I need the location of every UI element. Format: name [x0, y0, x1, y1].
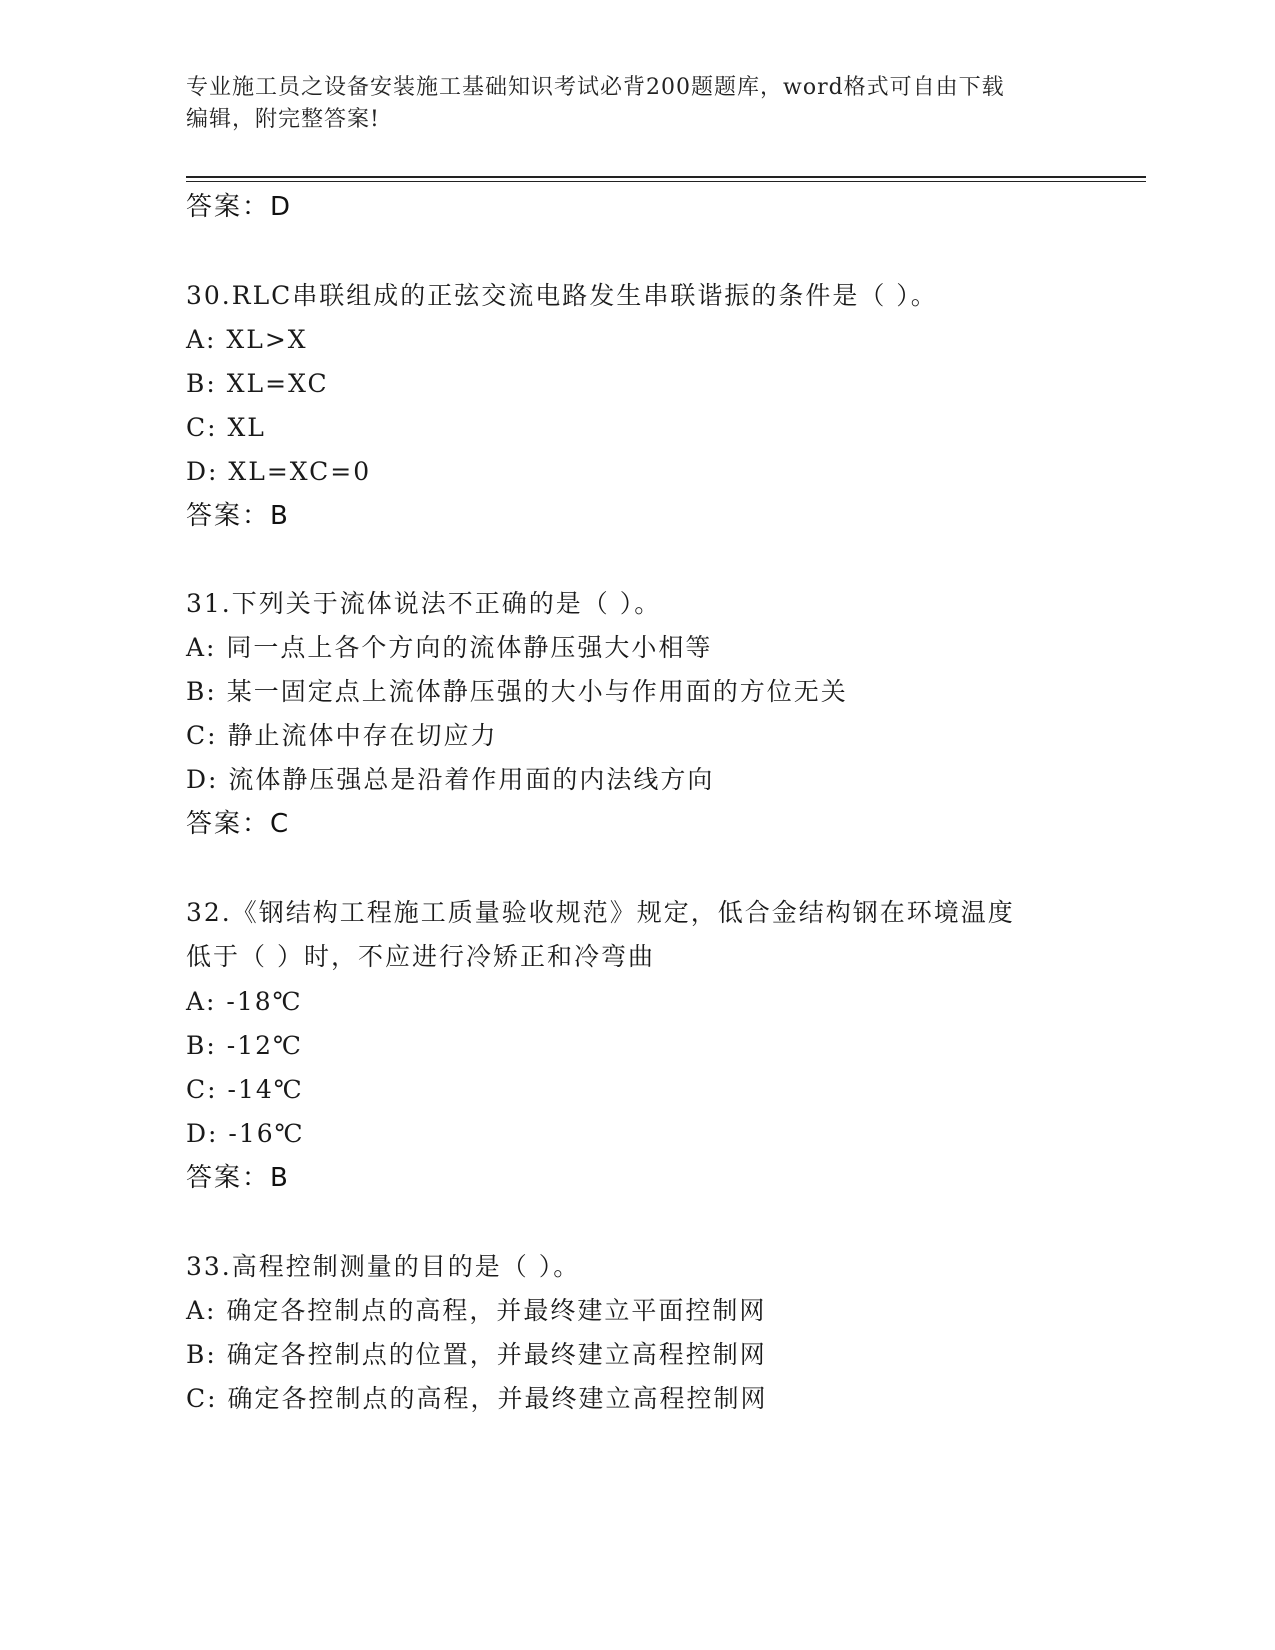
previous-answer: 答案：D [186, 192, 293, 222]
question-30-option-c: C: XL [186, 413, 266, 442]
header-divider-thin [186, 181, 1146, 182]
question-33-option-c: C: 确定各控制点的高程，并最终建立高程控制网 [186, 1384, 768, 1413]
question-33-option-a: A: 确定各控制点的高程，并最终建立平面控制网 [186, 1296, 767, 1325]
question-32-answer: 答案：B [186, 1163, 290, 1193]
question-32-option-b: B: -12℃ [186, 1031, 303, 1060]
question-31-answer: 答案：C [186, 809, 291, 839]
header-divider-thick [186, 176, 1146, 178]
question-32-stem-line-1: 32.《钢结构工程施工质量验收规范》规定，低合金结构钢在环境温度 [186, 898, 1015, 927]
question-32-stem-line-2: 低于（ ）时，不应进行冷矫正和冷弯曲 [186, 942, 655, 971]
question-30-answer: 答案：B [186, 501, 290, 531]
header-line-1: 专业施工员之设备安装施工基础知识考试必背200题题库，word格式可自由下载 [186, 75, 1005, 100]
question-30-option-d: D: XL=XC=0 [186, 457, 372, 486]
question-31-option-c: C: 静止流体中存在切应力 [186, 721, 498, 750]
question-30-stem: 30.RLC串联组成的正弦交流电路发生串联谐振的条件是（ ）。 [186, 281, 938, 310]
header-line-2: 编辑，附完整答案! [186, 107, 380, 132]
question-32-option-a: A: -18℃ [186, 987, 303, 1016]
question-30-option-b: B: XL=XC [186, 369, 329, 398]
question-31-option-d: D: 流体静压强总是沿着作用面的内法线方向 [186, 765, 715, 794]
question-32-option-c: C: -14℃ [186, 1075, 304, 1104]
question-31-option-a: A: 同一点上各个方向的流体静压强大小相等 [186, 633, 713, 662]
question-30-option-a: A: XL>X [186, 325, 308, 354]
question-31-option-b: B: 某一固定点上流体静压强的大小与作用面的方位无关 [186, 677, 848, 706]
question-31-stem: 31.下列关于流体说法不正确的是（ ）。 [186, 589, 662, 618]
question-33-stem: 33.高程控制测量的目的是（ ）。 [186, 1252, 581, 1281]
question-32-option-d: D: -16℃ [186, 1119, 305, 1148]
question-33-option-b: B: 确定各控制点的位置，并最终建立高程控制网 [186, 1340, 767, 1369]
document-header [186, 72, 1066, 136]
